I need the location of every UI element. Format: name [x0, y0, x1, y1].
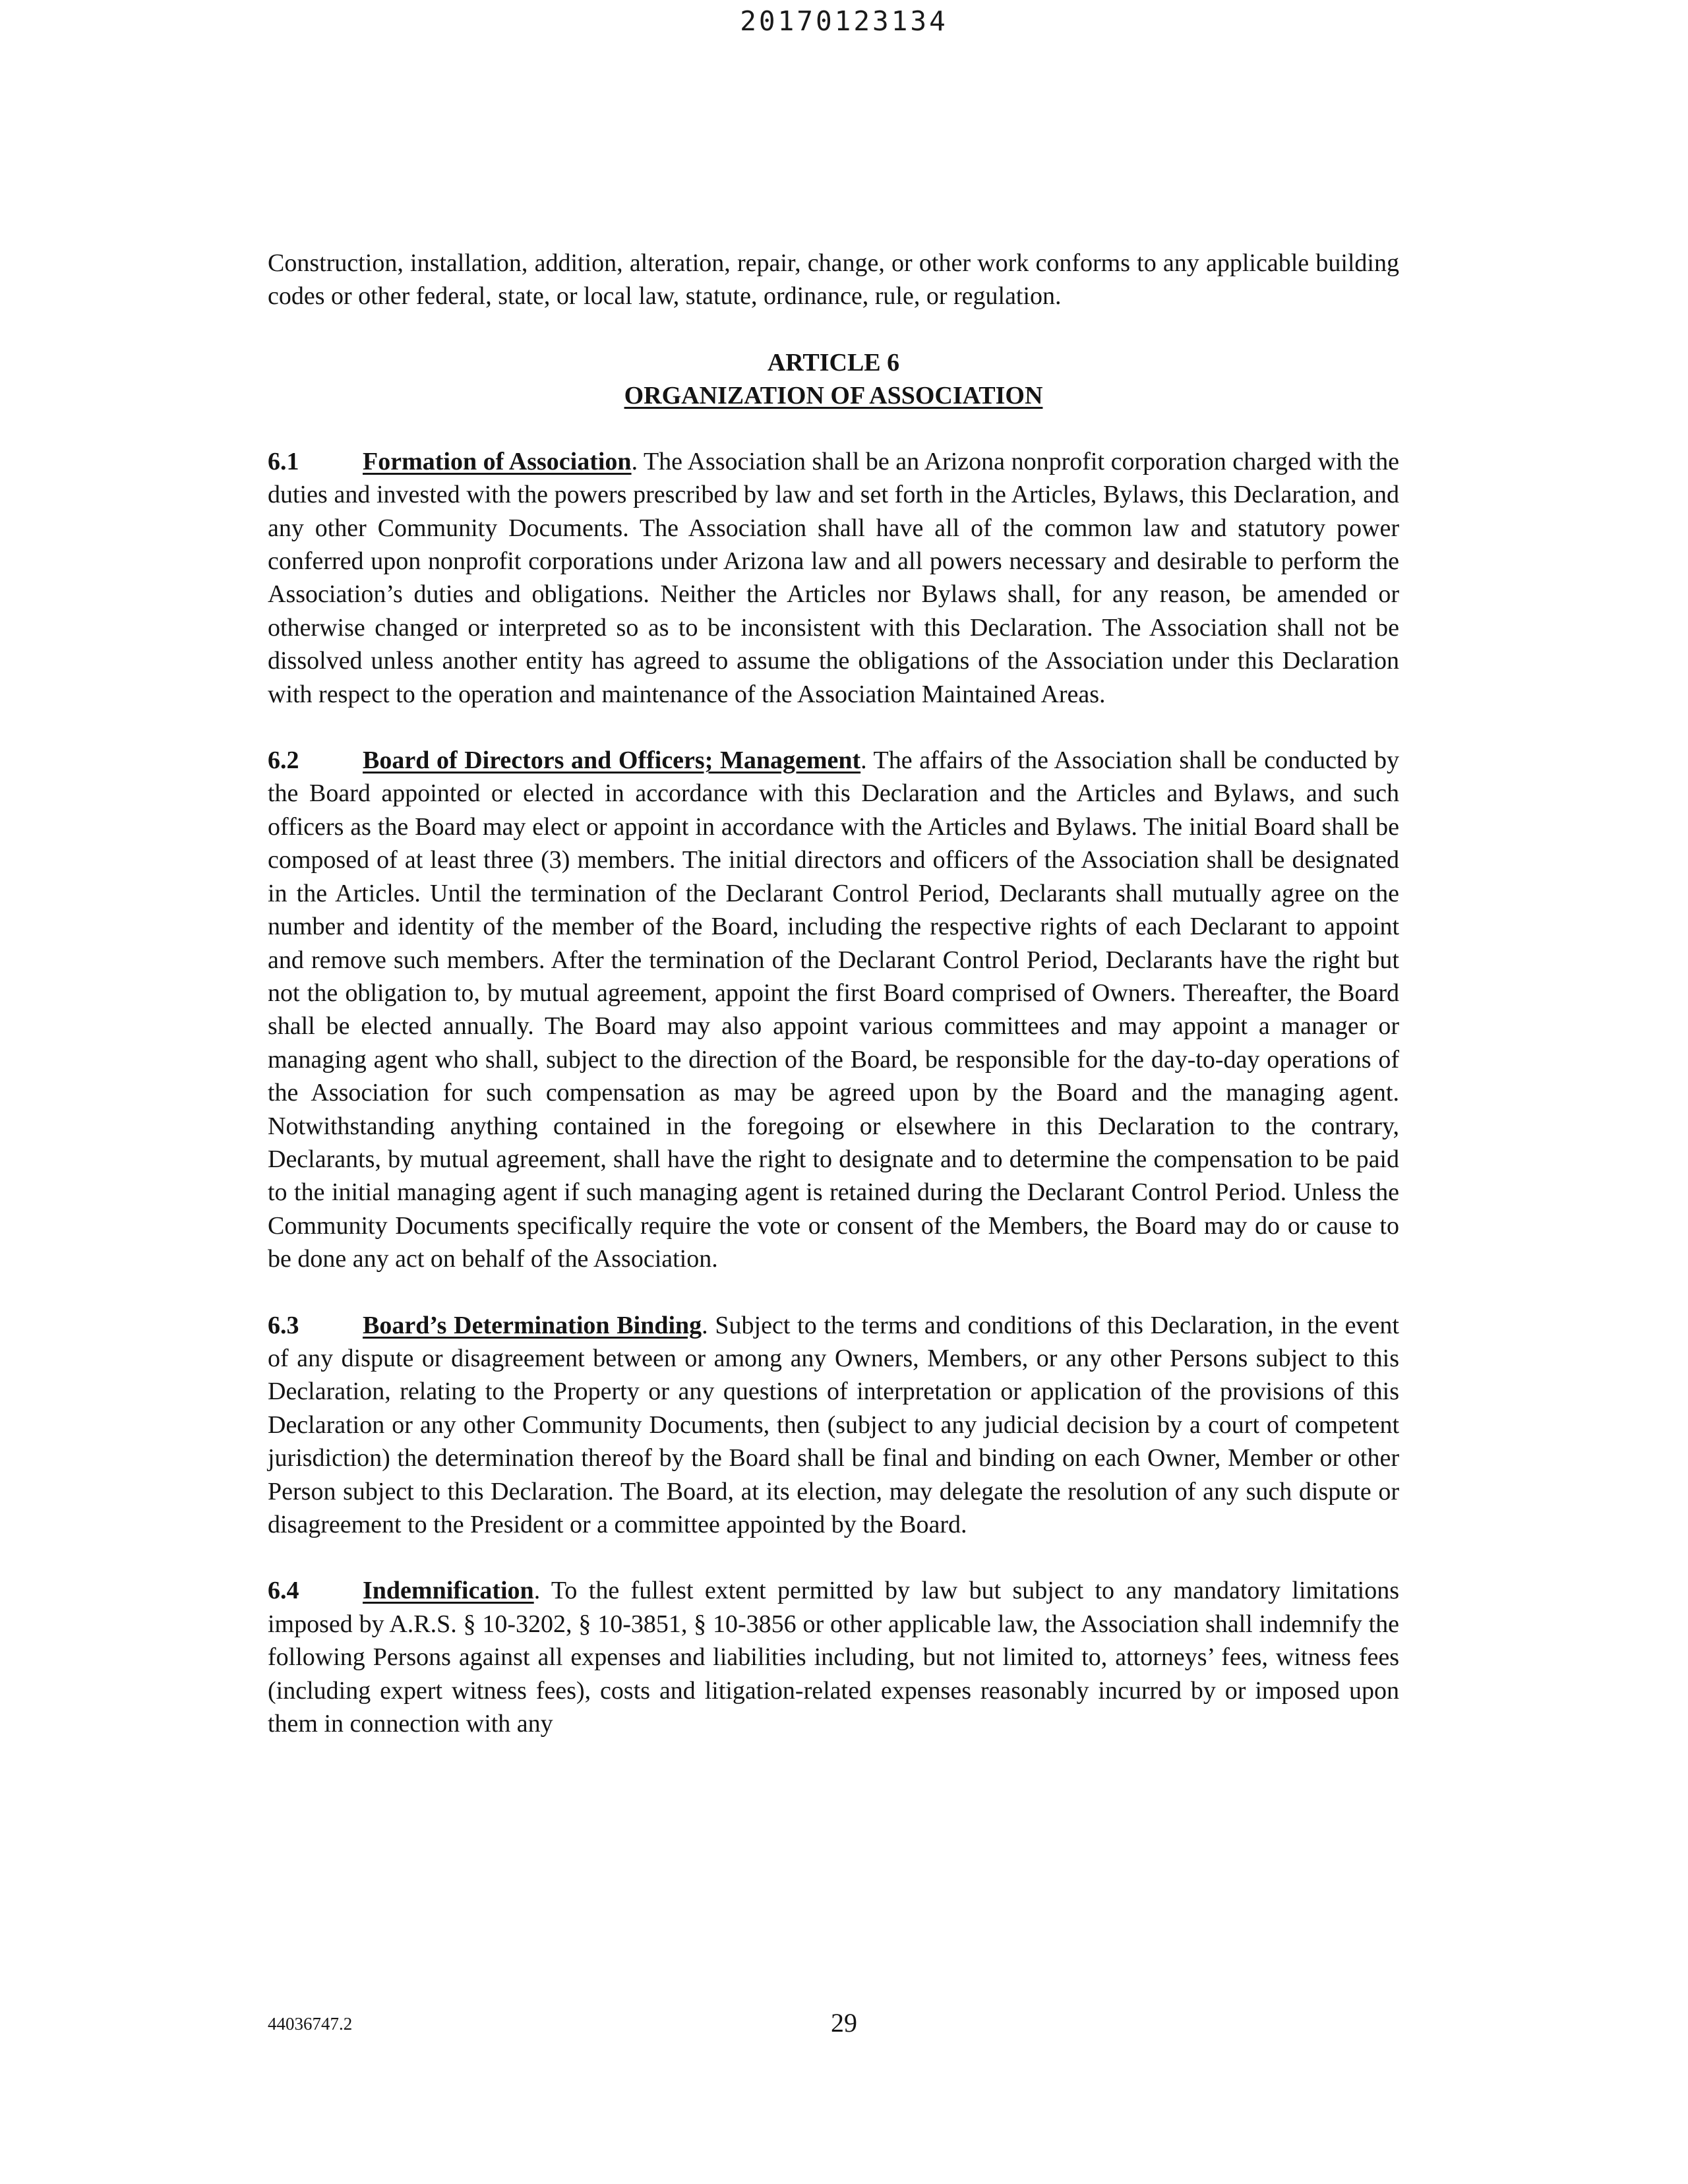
document-id: 44036747.2: [268, 2014, 353, 2034]
section-text: . To the fullest extent permitted by law but subject to any mandatory limitations imposed by A.R.S. § 10-3202, § 10-3851, § 10-3856 or other applicable law, the Association shall indemnify the following Persons against all expenses and liabilities including, but not limited to, attorneys’ fees, witness fees (including expert witness fees), costs and litigation-related expenses reasonably incurred by or imposed upon them in connection with any: [268, 1577, 1399, 1738]
section-number: 6.3: [268, 1311, 299, 1339]
article-heading: [268, 346, 1399, 412]
section-number: 6.1: [268, 447, 299, 475]
section-number: 6.2: [268, 746, 299, 775]
section-title: Formation of Association: [363, 447, 632, 475]
article-title: ORGANIZATION OF ASSOCIATION: [624, 381, 1043, 410]
section-title: Indemnification: [363, 1577, 534, 1605]
section-6-2: [268, 744, 1399, 1276]
document-body: [268, 247, 1399, 1740]
section-6-1: [268, 445, 1399, 711]
section-6-3: [268, 1309, 1399, 1542]
section-number: 6.4: [268, 1577, 299, 1605]
section-text: . Subject to the terms and conditions of this Declaration, in the event of any dispute or disagreement between or among any Owners, Members, or any other Persons subject to this Declaration, relating to the Property or any questions of interpretation or application of the provisions of this Declaration or any other Community Documents, then (subject to any judicial decision by a court of competent jurisdiction) the determination thereof by the Board shall be final and binding on each Owner, Member or other Person subject to this Declaration. The Board, at its election, may delegate the resolution of any such dispute or disagreement to the President or a committee appointed by the Board.: [268, 1311, 1399, 1538]
section-title: Board’s Determination Binding: [363, 1311, 702, 1339]
page-number: 29: [831, 2008, 857, 2038]
article-number: ARTICLE 6: [767, 348, 900, 377]
recording-number: 20170123134: [740, 5, 948, 37]
section-6-4: [268, 1574, 1399, 1740]
section-text: . The affairs of the Association shall be conducted by the Board appointed or elected in accordance with this Declaration and the Articles and Bylaws, and such officers as the Board may elect or appoint in accordance with the Articles and Bylaws. The initial Board shall be composed of at least three (3) members. The initial directors and officers of the Association shall be designated in the Articles. Until the termination of the Declarant Control Period, Declarants shall mutually agree on the number and identity of the member of the Board, including the respective rights of each Declarant to appoint and remove such members. After the termination of the Declarant Control Period, Declarants have the right but not the obligation to, by mutual agreement, appoint the first Board comprised of Owners. Thereafter, the Board shall be elected annually. The Board may also appoint various committees and may appoint a manager or managing agent who shall, subject to the direction of the Board, be responsible for the day-to-day operations of the Association for such compensation as may be agreed upon by the Board and the managing agent. Notwithstanding anything contained in the foregoing or elsewhere in this Declaration to the contrary, Declarants, by mutual agreement, shall have the right to designate and to determine the compensation to be paid to the initial managing agent if such managing agent is retained during the Declarant Control Period. Unless the Community Documents specifically require the vote or consent of the Members, the Board may do or cause to be done any act on behalf of the Association.: [268, 746, 1399, 1273]
intro-paragraph: Construction, installation, addition, alteration, repair, change, or other work conforms to any applicable building codes or other federal, state, or local law, statute, ordinance, rule, or regulation.: [268, 249, 1399, 311]
section-text: . The Association shall be an Arizona nonprofit corporation charged with the duties and invested with the powers prescribed by law and set forth in the Articles, Bylaws, this Declaration, and any other Community Documents. The Association shall have all of the common law and statutory power conferred upon nonprofit corporations under Arizona law and all powers necessary and desirable to perform the Association’s duties and obligations. Neither the Articles nor Bylaws shall, for any reason, be amended or otherwise changed or interpreted so as to be inconsistent with this Declaration. The Association shall not be dissolved unless another entity has agreed to assume the obligations of the Association under this Declaration with respect to the operation and maintenance of the Association Maintained Areas.: [268, 447, 1399, 708]
section-title: Board of Directors and Officers; Management: [363, 746, 861, 775]
